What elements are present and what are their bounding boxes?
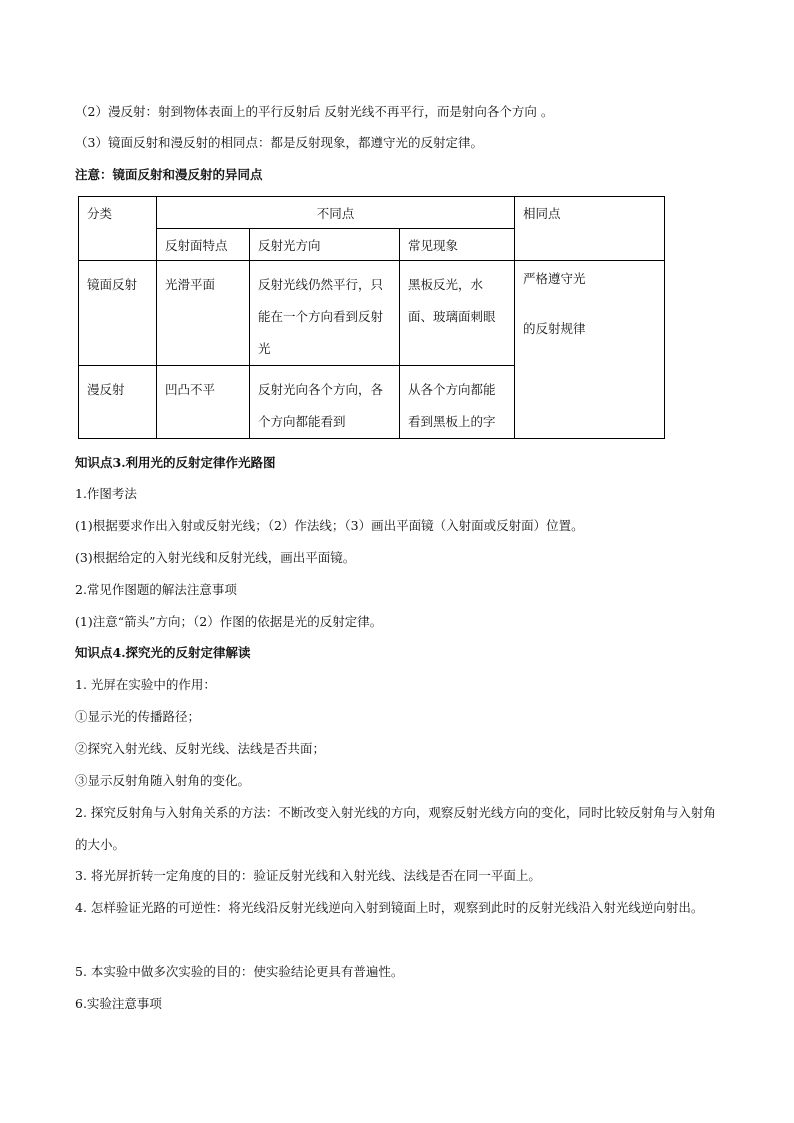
section4-p1b: ②探究入射光线、反射光线、法线是否共面；	[75, 741, 326, 756]
note-heading: 注意：镜面反射和漫反射的异同点	[75, 167, 263, 182]
section4-p4: 4. 怎样验证光路的可逆性：将光线沿反射光线逆向入射到镜面上时，观察到此时的反射光线沿入射光线逆向射出。	[75, 900, 704, 915]
subheader-phenomenon: 常见现象	[400, 229, 515, 261]
row-phenomenon: 黑板反光，水面、玻璃面刺眼	[400, 261, 515, 366]
section4-heading: 知识点4.探究光的反射定律解读	[75, 645, 251, 660]
diffuse-reflection-line: （2）漫反射：射到物体表面上的平行反射后 反射光线不再平行，而是射向各个方向 。	[75, 104, 554, 119]
row-direction: 反射光线仍然平行，只能在一个方向看到反射光	[250, 261, 400, 366]
row-category: 镜面反射	[79, 261, 157, 366]
section4-p1: 1. 光屏在实验中的作用：	[75, 677, 216, 692]
header-category: 分类	[79, 197, 157, 261]
section3-sub1: 1.作图考法	[75, 486, 137, 501]
row-surface: 凹凸不平	[157, 366, 250, 439]
section4-p1c: ③显示反射角随入射角的变化。	[75, 773, 251, 788]
section3-item3: (1)注意“箭头”方向；（2）作图的依据是光的反射定律。	[75, 614, 383, 629]
section4-p3: 3. 将光屏折转一定角度的目的：验证反射光线和入射光线、法线是否在同一平面上。	[75, 868, 541, 883]
header-same: 相同点	[515, 197, 665, 261]
comparison-table	[78, 196, 665, 439]
header-different: 不同点	[157, 197, 515, 229]
section3-item1: (1)根据要求作出入射或反射光线；（2）作法线；（3）画出平面镜（入射面或反射面）位置。	[75, 518, 584, 533]
subheader-direction: 反射光方向	[250, 229, 400, 261]
row-phenomenon: 从各个方向都能看到黑板上的字	[400, 366, 515, 439]
section4-p1a: ①显示光的传播路径；	[75, 709, 201, 724]
same-line-2: 的反射规律	[523, 321, 586, 336]
section3-heading: 知识点3.利用光的反射定律作光路图	[75, 455, 276, 470]
row-surface: 光滑平面	[157, 261, 250, 366]
row-direction: 反射光向各个方向，各个方向都能看到	[250, 366, 400, 439]
section4-p2: 2. 探究反射角与入射角关系的方法：不断改变入射光线的方向，观察反射光线方向的变化，同时比较反射角与入射角的大小。	[75, 805, 716, 852]
same-line-1: 严格遵守光	[523, 271, 586, 286]
row-same	[515, 261, 665, 439]
row-category: 漫反射	[79, 366, 157, 439]
section4-p5: 5. 本实验中做多次实验的目的：使实验结论更具有普遍性。	[75, 964, 404, 979]
table-row	[79, 261, 665, 366]
subheader-surface: 反射面特点	[157, 229, 250, 261]
table-header-row	[79, 197, 665, 229]
section4-p6: 6.实验注意事项	[75, 996, 162, 1011]
section3-sub2: 2.常见作图题的解法注意事项	[75, 582, 237, 597]
common-point-line: （3）镜面反射和漫反射的相同点：都是反射现象，都遵守光的反射定律。	[75, 135, 483, 150]
section3-item2: (3)根据给定的入射光线和反射光线，画出平面镜。	[75, 550, 356, 565]
